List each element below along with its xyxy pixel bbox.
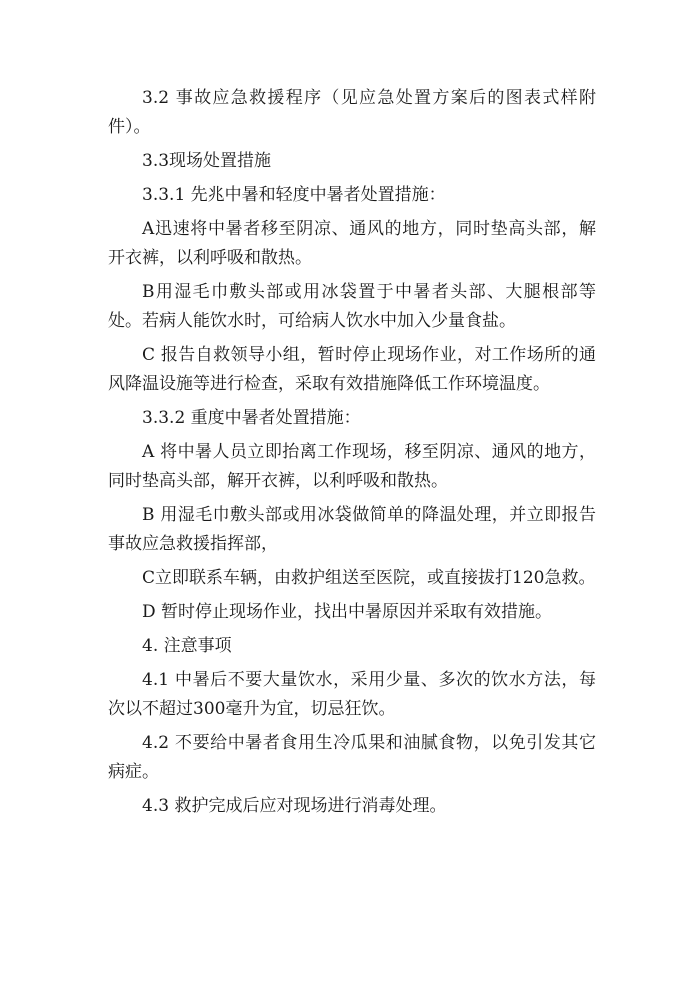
paragraph-3-3-2-b: B 用湿毛巾敷头部或用冰袋做简单的降温处理，并立即报告事故应急救援指挥部，: [108, 505, 596, 554]
paragraph-3-3-1-b: B用湿毛巾敷头部或用冰袋置于中暑者头部、大腿根部等处。若病人能饮水时，可给病人饮水中加入少量食盐。: [108, 282, 596, 331]
paragraph-4-3: 4.3 救护完成后应对现场进行消毒处理。: [142, 796, 447, 816]
paragraph-3-2: 3.2 事故应急救援程序（见应急处置方案后的图表式样附件）。: [108, 88, 596, 137]
paragraph-3-3-2-a: A 将中暑人员立即抬离工作现场，移至阴凉、通风的地方，同时垫高头部，解开衣裤，以利呼吸和散热。: [108, 442, 596, 491]
paragraph-4-1: 4.1 中暑后不要大量饮水，采用少量、多次的饮水方法，每次以不超过300毫升为宜，切忌狂饮。: [108, 670, 596, 719]
paragraph-3-3-2-d: D 暂时停止现场作业，找出中暑原因并采取有效措施。: [142, 602, 553, 622]
paragraph-3-3-1-c: C 报告自救领导小组，暂时停止现场作业，对工作场所的通风降温设施等进行检查，采取有效措施降低工作环境温度。: [108, 345, 596, 394]
paragraph-3-3-2-c: C立即联系车辆，由救护组送至医院，或直接拔打120急救。: [142, 568, 596, 588]
paragraph-4-2: 4.2 不要给中暑者食用生冷瓜果和油腻食物，以免引发其它病症。: [108, 733, 596, 782]
paragraph-3-3-1-a: A迅速将中暑者移至阴凉、通风的地方，同时垫高头部，解开衣裤，以利呼吸和散热。: [108, 219, 596, 268]
heading-3-3-2: 3.3.2 重度中暑者处置措施：: [142, 408, 361, 428]
document-page: [108, 84, 596, 826]
heading-3-3-1: 3.3.1 先兆中暑和轻度中暑者处置措施：: [142, 185, 446, 205]
heading-3-3: 3.3现场处置措施: [142, 151, 272, 171]
heading-4: 4. 注意事项: [142, 636, 232, 656]
